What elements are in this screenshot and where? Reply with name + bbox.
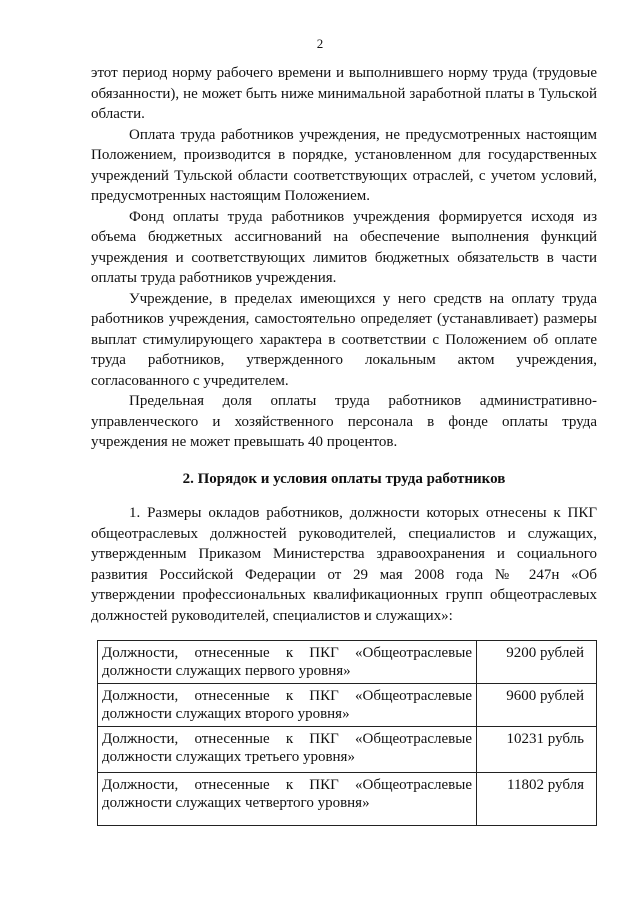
paragraph-payroll-fund: Фонд оплаты труда работников учреждения формируется исходя из объема бюджетных ассигнований на обеспечение выполнения функций учреждения и соответствующих лимитов бюджетных обязательств в части оплаты труда работников учреждения. (91, 208, 597, 286)
paragraph-admin-share: Предельная доля оплаты труда работников административно-управленческого и хозяйственного персонала в фонде оплаты труда учреждения не может превышать 40 процентов. (91, 393, 597, 450)
position-cell: Должности, отнесенные к ПКГ «Общеотраслевые должности служащих первого уровня» (98, 641, 477, 684)
amount-cell: 9600 рублей (477, 684, 597, 727)
amount-cell: 10231 рубль (477, 727, 597, 773)
paragraph-unlisted-pay: Оплата труда работников учреждения, не предусмотренных настоящим Положением, производится в порядке, установленном для государственных учреждений Тульской области соответствующих отраслей, с учетом условий, предусмотренных настоящим Положением. (91, 126, 597, 204)
document-body (91, 63, 597, 826)
page-number: 2 (316, 36, 324, 51)
section-paragraph: 1. Размеры окладов работников, должности которых отнесены к ПКГ общеотраслевых должностей руководителей, специалистов и служащих, утвержденным Приказом Министерства здравоохранения и социального развития Российской Федерации от 29 мая 2008 года № 247н «Об утверждении профессиональных квалификационных групп общеотраслевых должностей руководителей, специалистов и служащих»: (91, 505, 597, 624)
section-heading: 2. Порядок и условия оплаты труда работников (182, 470, 506, 487)
position-cell: Должности, отнесенные к ПКГ «Общеотраслевые должности служащих третьего уровня» (98, 727, 477, 773)
position-cell: Должности, отнесенные к ПКГ «Общеотраслевые должности служащих четвертого уровня» (98, 773, 477, 826)
paragraph-continuation: этот период норму рабочего времени и выполнившего норму труда (трудовые обязанности), не может быть ниже минимальной заработной платы в Тульской области. (91, 65, 597, 122)
amount-cell: 11802 рубля (477, 773, 597, 826)
table-row (98, 684, 597, 727)
table-row (98, 773, 597, 826)
position-cell: Должности, отнесенные к ПКГ «Общеотраслевые должности служащих второго уровня» (98, 684, 477, 727)
amount-cell: 9200 рублей (477, 641, 597, 684)
salary-table (97, 640, 597, 826)
paragraph-incentive-payments: Учреждение, в пределах имеющихся у него средств на оплату труда работников учреждения, самостоятельно определяет (устанавливает) размеры выплат стимулирующего характера в соответствии с Положением об оплате труда работников, утвержденного локальным актом учреждения, согласованного с учредителем. (91, 290, 597, 389)
table-row (98, 727, 597, 773)
table-row (98, 641, 597, 684)
